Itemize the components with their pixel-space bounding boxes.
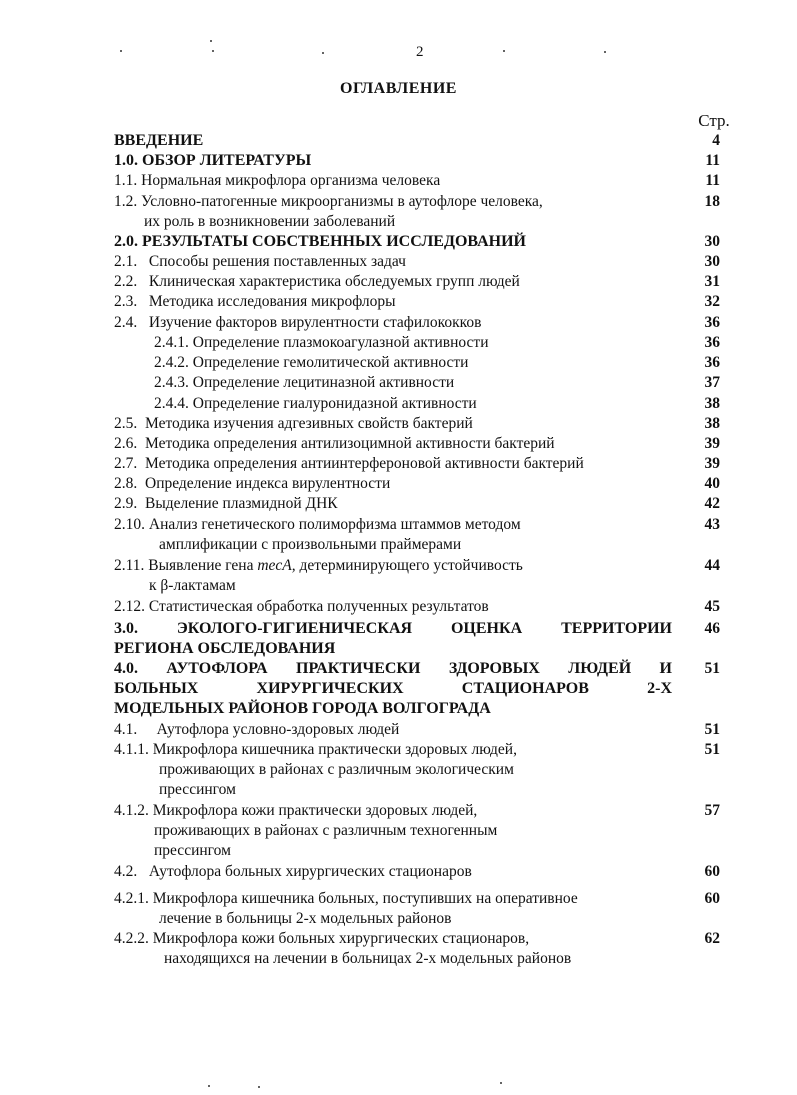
toc-page-number: 36 bbox=[704, 334, 720, 351]
toc-entry-title: 2.1. Способы решения поставленных задач bbox=[114, 253, 406, 270]
scan-speck bbox=[322, 52, 324, 54]
toc-page-number: 11 bbox=[705, 152, 720, 169]
toc-page-number: 39 bbox=[704, 435, 720, 452]
toc-page-number: 51 bbox=[704, 741, 720, 758]
toc-entry bbox=[114, 597, 672, 617]
toc-entry-continuation: прессингом bbox=[154, 842, 231, 860]
toc-entry bbox=[114, 394, 672, 414]
toc-entry-title: ВВЕДЕНИЕ bbox=[114, 132, 204, 149]
toc-entry bbox=[114, 720, 672, 740]
toc-entry bbox=[114, 292, 672, 312]
toc-entry-continuation: к β-лактамам bbox=[149, 577, 236, 595]
toc-page-number: 62 bbox=[704, 930, 720, 947]
toc-entry-title: 2.3. Методика исследования микрофлоры bbox=[114, 293, 396, 310]
toc-entry-title: 2.4.4. Определение гиалуронидазной активности bbox=[154, 395, 477, 412]
toc-entry-title: 2.4.2. Определение гемолитической активности bbox=[154, 354, 469, 371]
toc-entry bbox=[114, 171, 672, 191]
toc-entry bbox=[114, 889, 672, 929]
toc-entry bbox=[114, 252, 672, 272]
toc-entry bbox=[114, 353, 672, 373]
toc-entry bbox=[114, 333, 672, 353]
toc-entry bbox=[114, 272, 672, 292]
toc-entry-title: 2.4.3. Определение лецитиназной активности bbox=[154, 374, 455, 391]
toc-entry-continuation: проживающих в районах с различным техногенным bbox=[154, 822, 498, 840]
toc-page-number: 38 bbox=[704, 395, 720, 412]
toc-entry-continuation: РЕГИОНА ОБСЛЕДОВАНИЯ bbox=[114, 640, 336, 658]
toc-entry bbox=[114, 929, 672, 969]
toc-page-number: 43 bbox=[704, 516, 720, 533]
toc-page-number: 36 bbox=[704, 354, 720, 371]
toc-entry-continuation: прессингом bbox=[159, 781, 236, 799]
page-column-header: Стр. bbox=[698, 111, 730, 130]
toc-page-number: 42 bbox=[704, 495, 720, 512]
toc-entry bbox=[114, 131, 672, 151]
toc-entry bbox=[114, 232, 672, 252]
toc-entry-title: 2.5. Методика изучения адгезивных свойств бактерий bbox=[114, 415, 473, 432]
toc-entry-title: 1.0. ОБЗОР ЛИТЕРАТУРЫ bbox=[114, 152, 312, 169]
toc-entry-continuation: лечение в больницы 2-х модельных районов bbox=[159, 910, 452, 928]
toc-page-number: 57 bbox=[704, 802, 720, 819]
toc-entry-continuation: проживающих в районах с различным экологическим bbox=[159, 761, 514, 779]
toc-page-number: 38 bbox=[704, 415, 720, 432]
toc-entry-title: 2.11. Выявление гена mecA, детерминирующего устойчивость bbox=[114, 557, 523, 574]
toc-page-number: 18 bbox=[704, 193, 720, 210]
scan-speck bbox=[503, 50, 505, 52]
toc-page-number: 60 bbox=[704, 890, 720, 907]
toc-page-number: 45 bbox=[704, 598, 720, 615]
toc-entry-title: 4.1.2. Микрофлора кожи практически здоровых людей, bbox=[114, 802, 478, 819]
toc-entry-title: 1.2. Условно-патогенные микроорганизмы в аутофлоре человека, bbox=[114, 193, 543, 210]
toc-entry bbox=[114, 659, 672, 720]
toc-entry bbox=[114, 434, 672, 454]
toc-page-number: 39 bbox=[704, 455, 720, 472]
toc-entry bbox=[114, 515, 672, 555]
toc-page-number: 44 bbox=[704, 557, 720, 574]
toc-entry-title: 1.1. Нормальная микрофлора организма человека bbox=[114, 172, 441, 189]
toc-entry bbox=[114, 494, 672, 514]
scan-speck bbox=[210, 40, 212, 42]
toc-entry bbox=[114, 619, 672, 659]
toc-entry-title: 2.6. Методика определения антилизоцимной активности бактерий bbox=[114, 435, 555, 452]
toc-entry bbox=[114, 862, 672, 882]
toc-entry-title: 2.0. РЕЗУЛЬТАТЫ СОБСТВЕННЫХ ИССЛЕДОВАНИЙ bbox=[114, 233, 526, 250]
toc-entry-title: 4.0. АУТОФЛОРА ПРАКТИЧЕСКИ ЗДОРОВЫХ ЛЮДЕЙ И bbox=[114, 660, 672, 677]
scan-speck bbox=[212, 50, 214, 52]
toc-entry bbox=[114, 192, 672, 232]
toc-entry-continuation: амплификации с произвольными праймерами bbox=[159, 536, 462, 554]
toc-page-number: 46 bbox=[704, 620, 720, 637]
toc-page-number: 40 bbox=[704, 475, 720, 492]
toc-page-number: 32 bbox=[704, 293, 720, 310]
toc-entry-title: 2.4. Изучение факторов вирулентности стафилококков bbox=[114, 314, 482, 331]
toc-entry bbox=[114, 414, 672, 434]
toc-page-number: 37 bbox=[704, 374, 720, 391]
toc-entry-title: 2.7. Методика определения антиинтерфероновой активности бактерий bbox=[114, 455, 584, 472]
page-number: 2 bbox=[416, 44, 424, 60]
scan-speck bbox=[604, 51, 606, 53]
toc-page-number: 31 bbox=[704, 273, 720, 290]
toc-entry-title: 2.4.1. Определение плазмокоагулазной активности bbox=[154, 334, 489, 351]
toc-page-number: 4 bbox=[712, 132, 720, 149]
toc-entry-title: 4.2. Аутофлора больных хирургических стационаров bbox=[114, 863, 472, 880]
toc-entry bbox=[114, 556, 672, 596]
toc-entry-title: 4.1. Аутофлора условно-здоровых людей bbox=[114, 721, 400, 738]
toc-entry bbox=[114, 801, 672, 862]
toc-page-number: 11 bbox=[705, 172, 720, 189]
toc-entry bbox=[114, 373, 672, 393]
toc-page-number: 51 bbox=[704, 660, 720, 677]
toc-entry-title: 2.10. Анализ генетического полиморфизма штаммов методом bbox=[114, 516, 521, 533]
toc-entry-continuation: находящихся на лечении в больницах 2-х модельных районов bbox=[164, 950, 572, 968]
toc-entry-title: 4.1.1. Микрофлора кишечника практически здоровых людей, bbox=[114, 741, 517, 758]
toc-entry bbox=[114, 313, 672, 333]
scan-speck bbox=[120, 50, 122, 52]
toc-entry-title: 2.9. Выделение плазмидной ДНК bbox=[114, 495, 338, 512]
toc-entry-continuation: их роль в возникновении заболеваний bbox=[144, 213, 396, 231]
page-title: ОГЛАВЛЕНИЕ bbox=[340, 80, 457, 97]
toc-entry-title: 2.12. Статистическая обработка полученных результатов bbox=[114, 598, 489, 615]
toc-entry-title: 3.0. ЭКОЛОГО-ГИГИЕНИЧЕСКАЯ ОЦЕНКА ТЕРРИТОРИИ bbox=[114, 620, 672, 637]
toc-entry bbox=[114, 740, 672, 801]
toc-entry bbox=[114, 474, 672, 494]
toc-page-number: 30 bbox=[704, 253, 720, 270]
scan-speck bbox=[258, 1086, 260, 1088]
toc-entry-title: 4.2.2. Микрофлора кожи больных хирургических стационаров, bbox=[114, 930, 530, 947]
scan-speck bbox=[208, 1085, 210, 1087]
toc-entry bbox=[114, 454, 672, 474]
toc-page-number: 30 bbox=[704, 233, 720, 250]
toc-page-number: 51 bbox=[704, 721, 720, 738]
toc-entry-title: 2.8. Определение индекса вирулентности bbox=[114, 475, 391, 492]
toc-page-number: 60 bbox=[704, 863, 720, 880]
scan-speck bbox=[500, 1082, 502, 1084]
toc-page-number: 36 bbox=[704, 314, 720, 331]
toc-entry-continuation: БОЛЬНЫХ ХИРУРГИЧЕСКИХ СТАЦИОНАРОВ 2-Х bbox=[114, 680, 672, 698]
toc-entry-title: 2.2. Клиническая характеристика обследуемых групп людей bbox=[114, 273, 520, 290]
toc-entry-continuation: МОДЕЛЬНЫХ РАЙОНОВ ГОРОДА ВОЛГОГРАДА bbox=[114, 700, 491, 718]
toc-entry-title: 4.2.1. Микрофлора кишечника больных, поступивших на оперативное bbox=[114, 890, 578, 907]
toc-entry bbox=[114, 151, 672, 171]
